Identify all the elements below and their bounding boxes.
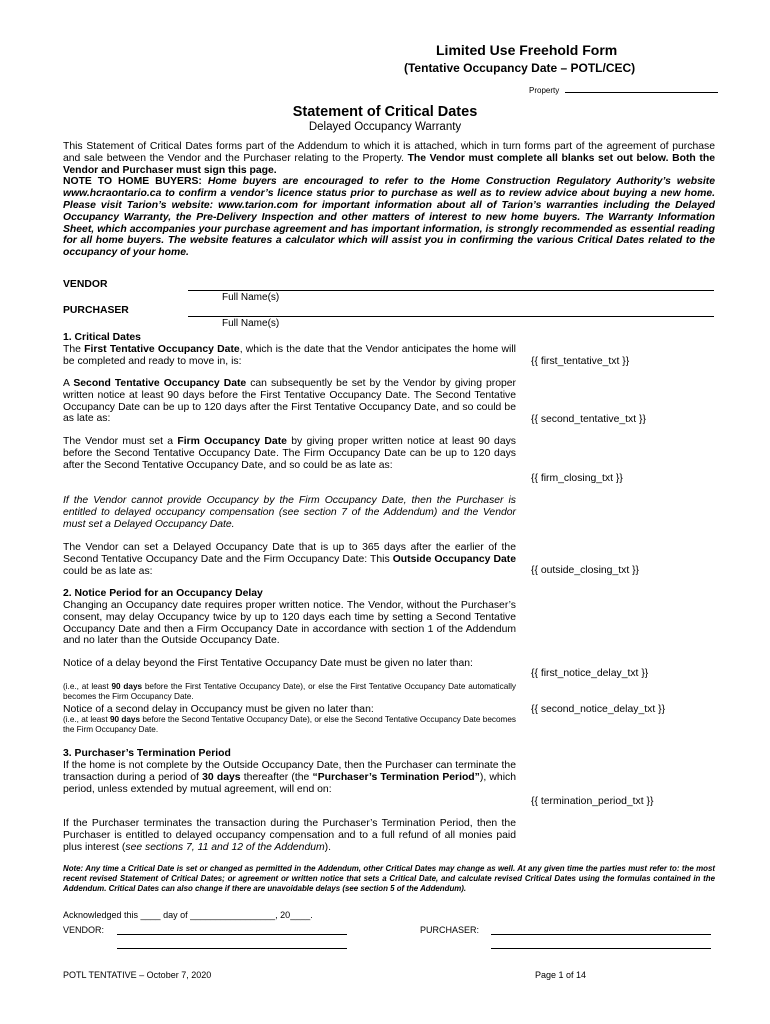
section-2-heading: 2. Notice Period for an Occupancy Delay xyxy=(63,588,263,599)
purchaser-signature-label: PURCHASER: xyxy=(420,925,480,935)
first-tentative-text-c: , which is the date that the Vendor anticipates the home will be completed and ready to move in, is: xyxy=(63,344,516,367)
purchaser-label: PURCHASER xyxy=(63,305,129,316)
firm-closing-field[interactable]: {{ firm_closing_txt }} xyxy=(531,473,623,484)
form-title: Limited Use Freehold Form xyxy=(436,42,618,58)
note-to-home-buyers-text: Home buyers are encouraged to refer to the Home Construction Regulatory Authority’s website www.hcraontario.ca to confirm a vendor’s licence status prior to purchase as well as to review advice about buying a new home. Please visit Tarion’s website: www.tarion.com for important information about all of Tarion’s warranties including the Delayed Occupancy Warranty, the Pre-Delivery Inspection and other matters of interest to new home buyers. The Warranty Information Sheet, which accompanies your purchase agreement and has important information, is strongly recommended as essential reading for all home buyers. The website features a calculator which will assist you in confirming the various Critical Dates related to the occupancy of your home. xyxy=(63,176,715,259)
purchaser-signature-line-2[interactable] xyxy=(491,948,711,949)
first-notice-delay-field[interactable]: {{ first_notice_delay_txt }} xyxy=(531,668,649,679)
termination-text-e: ), which period, unless extended by mutual agreement, will end on: xyxy=(63,771,516,795)
second-notice-fine-a: (i.e., at least xyxy=(63,715,110,724)
first-notice-fine-a: (i.e., at least xyxy=(63,682,112,691)
first-notice-fine-days: 90 days xyxy=(111,682,143,691)
intro-text: This Statement of Critical Dates forms part of the Addendum to which it is attached, which in turn forms part of the agreement of purchase and sale between the Vendor and the Purchaser relating to the Property. xyxy=(63,141,715,164)
property-field xyxy=(529,84,718,95)
first-tentative-field[interactable]: {{ first_tentative_txt }} xyxy=(531,356,630,367)
second-notice-fine-c: before the Second Tentative Occupancy Date), or else the Second Tentative Occupancy Date becomes the Firm Occupancy Date. xyxy=(63,715,517,734)
termination-paragraph xyxy=(63,760,516,795)
second-notice-delay-field[interactable]: {{ second_notice_delay_txt }} xyxy=(531,704,666,715)
first-notice-fine-c: before the First Tentative Occupancy Date), or else the First Tentative Occupancy Date automatically becomes the Firm Occupancy Date. xyxy=(63,682,517,701)
acknowledged-line[interactable]: Acknowledged this ____ day of _________________, 20____. xyxy=(63,910,313,920)
vendor-signature-line-1[interactable] xyxy=(117,934,347,935)
vendor-label: VENDOR xyxy=(63,279,108,290)
outside-occupancy-paragraph xyxy=(63,542,516,577)
second-tentative-field[interactable]: {{ second_tentative_txt }} xyxy=(531,414,646,425)
second-tentative-text-c: can subsequently be set by the Vendor by giving proper written notice at least 90 days before the First Tentative Occupancy Date. The Second Tentative Occupancy Date can be up to 120 days after the First Tentative Occupancy Date, and so could be as late as: xyxy=(63,378,516,425)
first-notice-paragraph: Notice of a delay beyond the First Tentative Occupancy Date must be given no later than: xyxy=(63,658,473,669)
refund-section-reference: see sections 7, 11 and 12 of the Addendum xyxy=(125,841,325,853)
second-notice-fine-days: 90 days xyxy=(109,715,141,724)
vendor-signature-line-2[interactable] xyxy=(117,948,347,949)
second-tentative-paragraph xyxy=(63,378,516,425)
footer-form-version: POTL TENTATIVE – October 7, 2020 xyxy=(63,970,212,980)
vendor-full-names-caption: Full Name(s) xyxy=(222,292,280,303)
refund-text-c: ). xyxy=(324,841,332,853)
second-notice-paragraph: Notice of a second delay in Occupancy must be given no later than: xyxy=(63,704,374,715)
intro-paragraph xyxy=(63,141,715,259)
form-subtitle: (Tentative Occupancy Date – POTL/CEC) xyxy=(404,61,636,75)
delayed-occupancy-note xyxy=(63,495,516,530)
termination-days: 30 days xyxy=(202,771,241,783)
termination-text-a: If the home is not complete by the Outside Occupancy Date, then the Purchaser can terminate the transaction during a period of xyxy=(63,760,516,783)
firm-occupancy-term: Firm Occupancy Date xyxy=(177,436,287,447)
refund-paragraph xyxy=(63,818,516,853)
firm-occupancy-paragraph xyxy=(63,436,516,471)
property-line[interactable] xyxy=(565,84,718,93)
second-notice-fine-print xyxy=(63,715,516,735)
statement-title: Statement of Critical Dates xyxy=(292,104,478,120)
footer-page-number: Page 1 of 14 xyxy=(535,970,587,980)
intro-instruction: The Vendor must complete all blanks set out below. Both the Vendor and Purchaser must sign this page. xyxy=(63,152,716,176)
critical-dates-note: Note: Any time a Critical Date is set or changed as permitted in the Addendum, other Critical Dates may change as well. At any given time the parties must refer to: the most recent revised Statement of Critical Dates; or agreement or written notice that sets a Critical Date, and calculate revised Critical Dates using the formulas contained in the Addendum. Critical Dates can also change if there are unavoidable delays (see section 5 of the Addendum). xyxy=(63,864,715,893)
note-to-home-buyers-label: NOTE TO HOME BUYERS: xyxy=(63,176,202,188)
firm-occupancy-text-a: The Vendor must set a xyxy=(63,436,178,447)
purchaser-name-line[interactable] xyxy=(188,316,714,317)
termination-period-term: “Purchaser’s Termination Period” xyxy=(312,771,480,783)
outside-occupancy-text-c: could be as late as: xyxy=(63,565,153,577)
outside-occupancy-text-a: The Vendor can set a Delayed Occupancy Date that is up to 365 days after the earlier of the Second Tentative Occupancy Date and the Firm Occupancy Date: This xyxy=(63,542,516,565)
refund-text-a: If the Purchaser terminates the transaction during the Purchaser’s Termination Period, then the Purchaser is entitled to delayed occupancy compensation and to a full refund of all monies paid plus interest ( xyxy=(63,818,516,853)
vendor-name-line[interactable] xyxy=(188,290,714,291)
firm-occupancy-text-c: by giving proper written notice at least 90 days before the Second Tentative Occupancy Date. The Firm Occupancy Date can be up to 120 days after the Second Tentative Occupancy Date, and so could be as late as: xyxy=(63,436,516,471)
first-tentative-term: First Tentative Occupancy Date xyxy=(84,344,240,355)
statement-subtitle: Delayed Occupancy Warranty xyxy=(308,121,462,133)
vendor-signature-label: VENDOR: xyxy=(63,925,105,935)
second-tentative-term: Second Tentative Occupancy Date xyxy=(73,378,247,389)
property-label: Property xyxy=(529,86,560,95)
second-tentative-text-a: A xyxy=(63,378,74,389)
purchaser-signature-line-1[interactable] xyxy=(491,934,711,935)
section-1-heading: 1. Critical Dates xyxy=(63,332,141,343)
termination-text-c: thereafter (the xyxy=(240,771,313,783)
outside-occupancy-term: Outside Occupancy Date xyxy=(392,553,516,565)
purchaser-full-names-caption: Full Name(s) xyxy=(222,318,280,329)
outside-closing-field[interactable]: {{ outside_closing_txt }} xyxy=(531,565,640,576)
termination-period-field[interactable]: {{ termination_period_txt }} xyxy=(531,796,654,807)
first-notice-fine-print xyxy=(63,682,516,702)
notice-period-paragraph: Changing an Occupancy date requires proper written notice. The Vendor, without the Purchaser’s consent, may delay Occupancy twice by up to 120 days each time by setting a Second Tentative Occupancy Date and then a Firm Occupancy Date in accordance with section 1 of the Addendum and no later than the Outside Occupancy Date. xyxy=(63,600,516,647)
section-3-heading: 3. Purchaser’s Termination Period xyxy=(63,748,231,759)
first-tentative-paragraph xyxy=(63,344,516,368)
delayed-occupancy-italic: If the Vendor cannot provide Occupancy by the Firm Occupancy Date, then the Purchaser is entitled to delayed occupancy compensation (see section 7 of the Addendum) and the Vendor must set a Delayed Occupancy Date. xyxy=(63,495,516,530)
first-tentative-text-a: The xyxy=(63,344,85,355)
